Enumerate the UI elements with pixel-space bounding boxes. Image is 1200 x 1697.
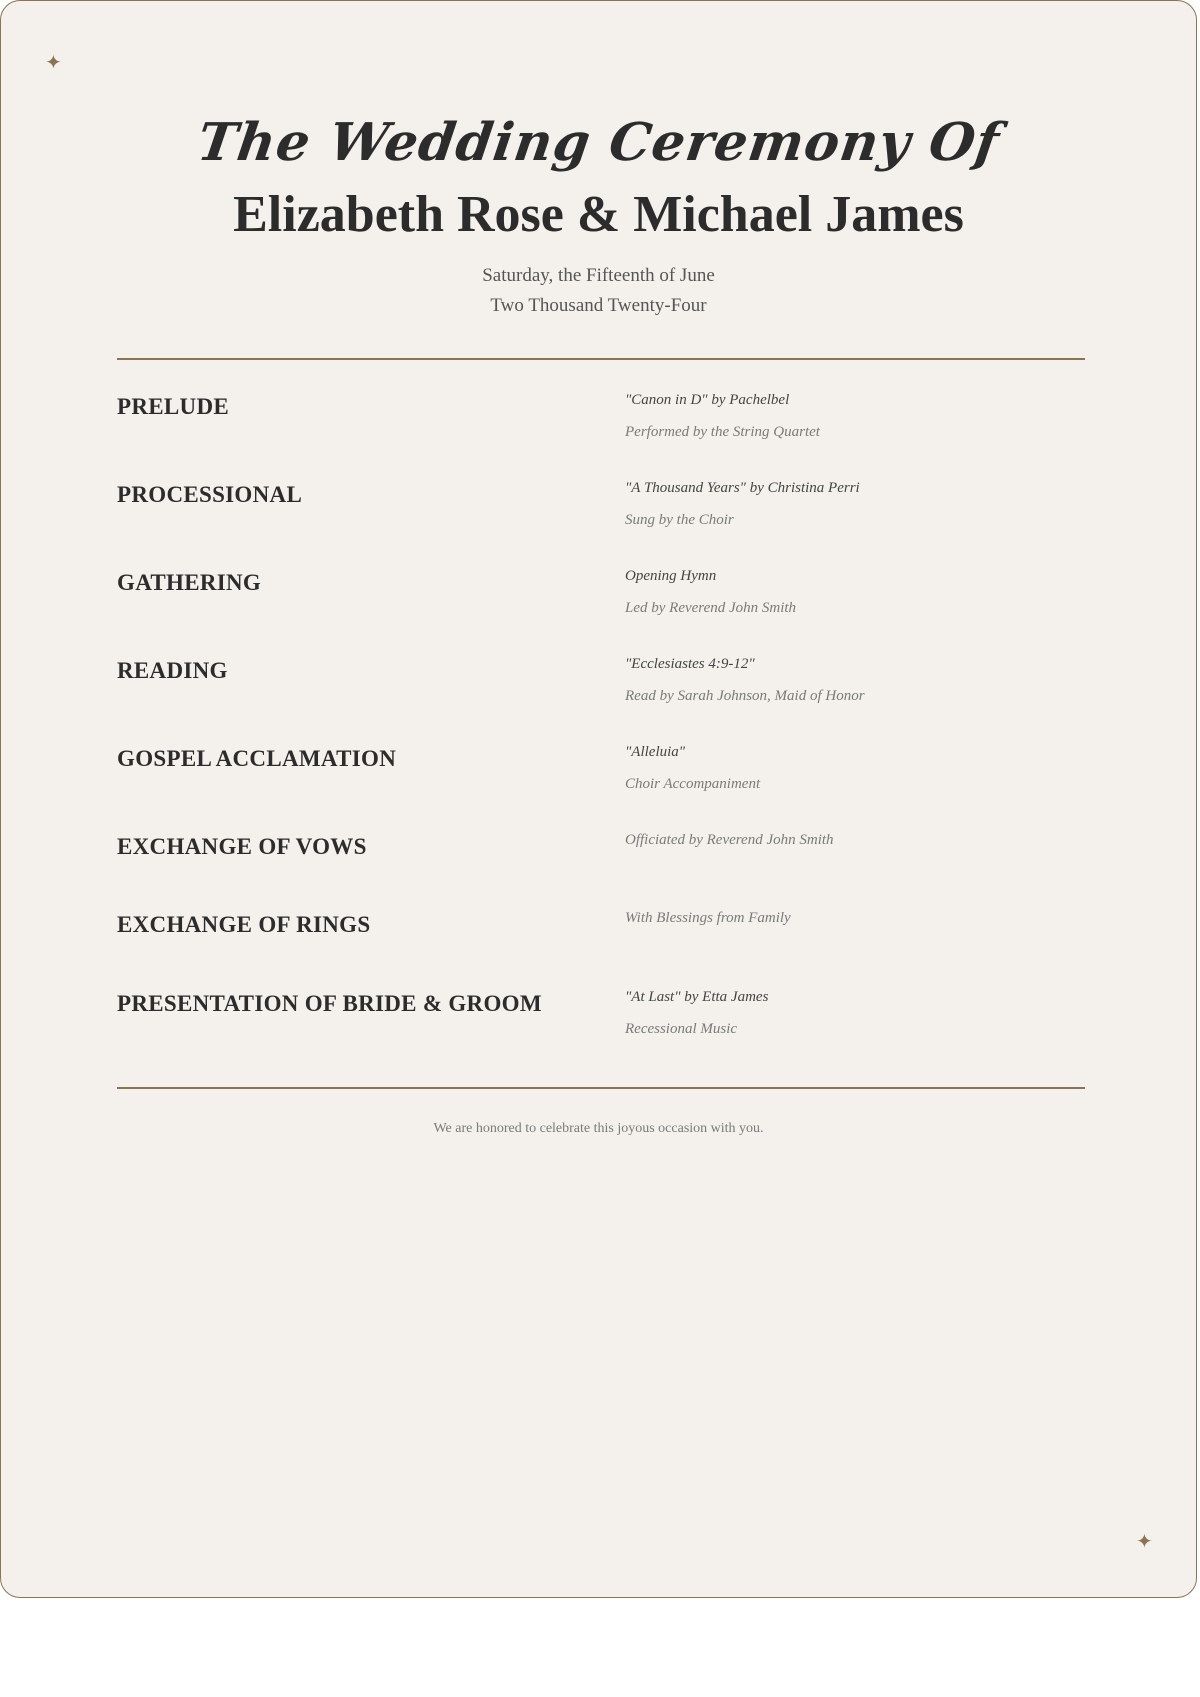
program-item-secondary: Sung by the Choir (625, 512, 734, 528)
program-header (1, 111, 1196, 321)
star-ornament-icon: ✦ (1136, 1529, 1153, 1553)
program-item-detail (625, 477, 860, 531)
program-item-secondary: Officiated by Reverend John Smith (625, 832, 834, 848)
footer-message: We are honored to celebrate this joyous occasion with you. (433, 1121, 764, 1136)
program-item-primary: "Alleluia" (625, 744, 686, 760)
program-item-detail (625, 653, 865, 707)
program-item-primary: "Canon in D" by Pachelbel (625, 392, 790, 408)
star-ornament-icon: ✦ (45, 50, 62, 74)
program-item-primary: Opening Hymn (625, 568, 717, 584)
top-divider (117, 358, 1085, 360)
script-title: The Wedding Ceremony Of (193, 112, 1004, 173)
program-item-secondary: Performed by the String Quartet (625, 424, 820, 440)
program-item-secondary: Choir Accompaniment (625, 776, 761, 792)
date-line-year: Two Thousand Twenty-Four (490, 295, 707, 316)
program-item-title: READING (117, 658, 228, 683)
program-item-primary: "A Thousand Years" by Christina Perri (625, 480, 860, 496)
program-item-title: GATHERING (117, 570, 262, 595)
program-item-title: PROCESSIONAL (117, 482, 303, 507)
date-line-day: Saturday, the Fifteenth of June (482, 265, 715, 286)
program-item-title: PRELUDE (117, 394, 230, 419)
program-item-secondary: Read by Sarah Johnson, Maid of Honor (625, 688, 865, 704)
program-item-primary: "Ecclesiastes 4:9-12" (625, 656, 755, 672)
program-item-detail (625, 907, 791, 929)
program-item-title: EXCHANGE OF RINGS (117, 912, 371, 937)
program-item-detail (625, 741, 760, 795)
program-item-detail (625, 986, 768, 1040)
bottom-divider (117, 1087, 1085, 1089)
program-item-detail (625, 829, 834, 851)
program-item-detail (625, 389, 820, 443)
program-item-title: EXCHANGE OF VOWS (117, 834, 367, 859)
program-item-detail (625, 565, 796, 619)
program-item-primary: "At Last" by Etta James (625, 989, 769, 1005)
program-item-secondary: With Blessings from Family (625, 910, 791, 926)
program-item-title: GOSPEL ACCLAMATION (117, 746, 397, 771)
program-item-secondary: Recessional Music (625, 1021, 738, 1037)
program-item-title: PRESENTATION OF BRIDE & GROOM (117, 991, 542, 1016)
program-item-secondary: Led by Reverend John Smith (625, 600, 797, 616)
couple-names: Elizabeth Rose & Michael James (233, 186, 964, 243)
